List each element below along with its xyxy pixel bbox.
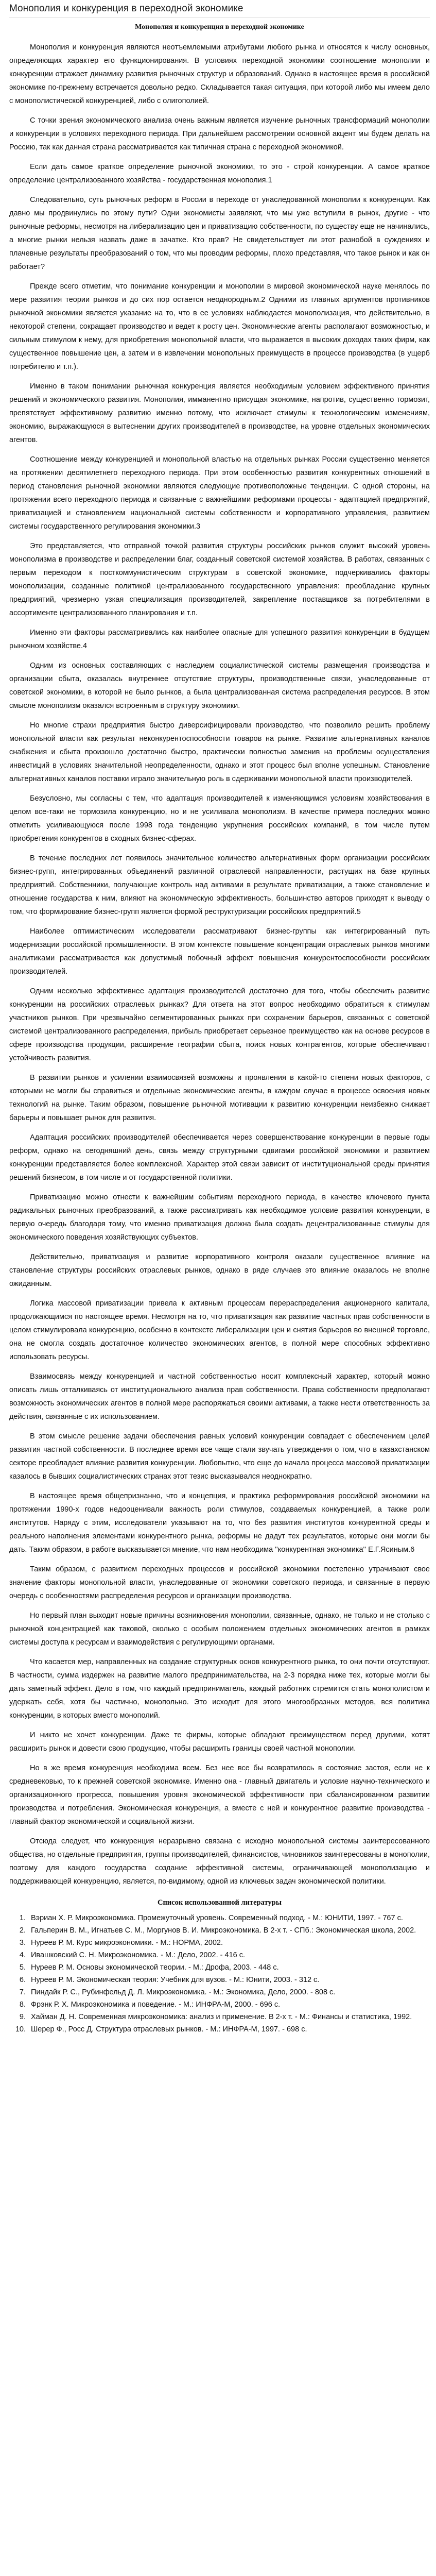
- reference-item: 4. Ивашковский С. Н. Микроэкономика. - М.: Дело, 2002. - 416 с.: [28, 1950, 430, 1961]
- article-paragraph: Взаимосвязь между конкуренцией и частной собственностью носит комплексный характер, который можно описать лишь отталкиваясь от институционального анализа прав собственности. Права собственности предполагают возможность экономических агентов в полной мере распоряжаться своими активами, а также нести ответственность за действия, связанные с их использованием.: [9, 1372, 430, 1421]
- article-heading: Монополия и конкуренция в переходной экономике: [135, 23, 304, 31]
- article-paragraph: В этом смысле решение задачи обеспечения равных условий конкуренции совпадает с обеспечением целей развития частной собственности. В последнее время все чаще стали звучать утверждения о том, что в казахстанском секторе преобладает влияние развития конкуренции. Любопытно, что еще до начала процесса массовой приватизации казалось в бывших социалистических странах этот тезис высказывался неоднократно.: [9, 1432, 430, 1481]
- reference-item: 3. Нуреев Р. М. Курс микроэкономики. - М.: НОРМА, 2002.: [28, 1937, 430, 1948]
- article-paragraph: Но первый план выходит новые причины возникновения монополии, связанные, однако, не только и не столько с рыночной концентрацией как таковой, сколько с особым положением отдельных экономических агентов в рамках системы доступа к ресурсам и взаимодействия с регулирующими органами.: [9, 1612, 430, 1647]
- article-paragraph: Это представляется, что отправной точкой развития структуры российских рынков служит высокий уровень монополизма в производстве и распределении благ, созданный советской системой хозяйства. В работах, связанных с первым переходом к посткоммунистическим структурам в советской экономике, подчеркивались факторы монополизации, созданные политикой централизованного государственного управления: преобладание крупных предприятий, чрезмерно узкая специализация производителей, закрепление поставщиков за потребителями в ассортименте централизованного планирования и т.п.: [9, 542, 430, 617]
- article-paragraph: В течение последних лет появилось значительное количество альтернативных форм организации российских бизнес-групп, интегрированных объединений различной отраслевой направленности, растущих на базе крупных предприятий. Собственники, получающие контроль над активами в результате приватизации, а также становление и отношение государства к ним, влияют на экономическую эффективность, большинство авторов приходят к выводу о том, что формирование бизнес-групп является формой реструктуризации российских предприятий.5: [9, 854, 430, 916]
- page: [0, 3, 436, 2035]
- reference-item: 9. Хайман Д. Н. Современная микроэкономика: анализ и применение. В 2-х т. - М.: Финансы и статистика, 1992.: [28, 2011, 430, 2023]
- article-paragraph: Наиболее оптимистическим исследователи рассматривают бизнес-группы как интегрированный путь модернизации российской промышленности. В этом контексте повышение концентрации отраслевых рынков многими аналитиками рассматривается как допустимый побочный эффект повышения конкурентоспособности российских производителей.: [9, 927, 430, 976]
- article-paragraph: Но в же время конкуренция необходима всем. Без нее все бы возвратилось в состояние застоя, если не к средневековью, то к прежней советской экономике. Именно она - главный двигатель и условие научно-технического и организационного прогресса, повышения уровня экономической эффективности при сбалансированном развитии производства и потребления. Экономическая конкуренция, а вместе с ней и конкурентное развитие производства - главный фактор экономической и социальной жизни.: [9, 1764, 430, 1826]
- reference-item: 2. Гальперин В. М., Игнатьев С. М., Моргунов В. И. Микроэкономика. В 2-х т. - СПб.: Экономическая школа, 2002.: [28, 1925, 430, 1936]
- article-paragraph: Именно в таком понимании рыночная конкуренция является необходимым условием эффективного принятия решений и экономического развития. Монополия, имманентно присущая экономике, напротив, существенно тормозит, препятствует эффективному развитию именно потому, что исключает стимулы к технологическим изменениям, экономию, выражающуюся в вытеснении других производителей в производстве, на уровне отдельных экономических агентов.: [9, 382, 430, 444]
- article-paragraph: И никто не хочет конкуренции. Даже те фирмы, которые обладают преимуществом перед другими, хотят расширить рынок и довести свою продукцию, чтобы расширить границы своей частной монополии.: [9, 1731, 430, 1753]
- article-paragraph: Приватизацию можно отнести к важнейшим событиям переходного периода, в качестве ключевого пункта радикальных рыночных преобразований, а также рассматривать как необходимое условие развития конкуренции, в первую очередь благодаря тому, что именно приватизация должна была создать децентрализованные стимулы для экономического поведения хозяйствующих субъектов.: [9, 1193, 430, 1242]
- article-paragraph: Логика массовой приватизации привела к активным процессам перераспределения акционерного капитала, продолжающимся по настоящее время. Несмотря на то, что приватизация как развитие частных прав собственности в целом стимулировала конкуренцию, особенно в контексте либерализации цен и снятия барьеров во внешней торговле, она не смогла создать достаточное количество экономических агентов, в полной мере способных эффективно использовать ресурсы.: [9, 1299, 430, 1361]
- article-paragraph: Безусловно, мы согласны с тем, что адаптация производителей к изменяющимся условиям хозяйствования в целом все-таки не тормозила конкуренцию, но и не усиливала монополизм. В качестве примера последних можно отметить усиливающуюся после 1998 года тенденцию укрупнения российских компаний, в том числе путем приобретения конкурентов в сходных бизнес-сферах.: [9, 794, 430, 843]
- article-paragraph: Соотношение между конкуренцией и монопольной властью на отдельных рынках России существенно меняется на протяжении десятилетнего переходного периода. При этом особенностью развития конкурентных отношений в период становления рыночной экономики являются следующие противоположные тенденции. С одной стороны, на протяжении всего переходного периода и связанные с важнейшими реформами процессы - адаптацией предприятий, приватизацией и становлением национальной системы собственности и корпоративного управления, развитием системы государственного регулирования экономики.3: [9, 455, 430, 531]
- article-paragraph: Что касается мер, направленных на создание структурных основ конкурентного рынка, то они почти отсутствуют. В частности, сумма издержек на развитие малого предпринимательства, на 2-3 порядка ниже тех, которые могли бы дать заметный эффект. Дело в том, что каждый предприниматель, каждый работник стремится стать монополистом и удержать себя, хотя бы частично, монопольно. Это исходит для этого многообразных методов, вся политика конкуренции, в которых вместо монополий.: [9, 1658, 430, 1720]
- page-title: Монополия и конкуренция в переходной экономике: [9, 3, 430, 18]
- article-paragraph: Следовательно, суть рыночных реформ в России в переходе от унаследованной монополии к конкуренции. Как давно мы продвинулись по этому пути? Одни экономисты заявляют, что мы уже вступили в рынок, другие - что рыночные реформы, несмотря на либерализацию цен и приватизацию собственности, по существу еще не начинались, а многие рынки нельзя назвать даже в зачатке. Кто прав? Не свидетельствует ли этот разнобой в суждениях и плачевные результаты преобразований о том, что мы проводим реформы, плохо представляя, что такое рынок и как он работает?: [9, 196, 430, 271]
- reference-item: 10. Шерер Ф., Росс Д. Структура отраслевых рынков. - М.: ИНФРА-М, 1997. - 698 с.: [28, 2024, 430, 2035]
- article-paragraph: Действительно, приватизация и развитие корпоративного контроля оказали существенное влияние на становление структуры российских отраслевых рынков, однако в ряде случаев это влияние оказалось не вполне ожиданным.: [9, 1253, 430, 1288]
- article-paragraph: Одним несколько эффективнее адаптация производителей достаточно для того, чтобы обеспечить развитие конкуренции на российских отраслевых рынках? Для ответа на этот вопрос необходимо обратиться к стимулам участников рынков. При чрезвычайно сегментированных рынках при сохранении барьеров, связанных с советской системой централизованного распределения, прибыль приобретает серьезное преимущество как на основе ресурсов в сфере производства продукции, расширение географии сбыта, поиск новых контрагентов, которые обеспечивают устойчивость развития.: [9, 987, 430, 1062]
- reference-item: 8. Фрэнк Р. Х. Микроэкономика и поведение. - М.: ИНФРА-М, 2000. - 696 с.: [28, 1999, 430, 2010]
- reference-item: 1. Вэриан Х. Р. Микроэкономика. Промежуточный уровень. Современный подход. - М.: ЮНИТИ, 1997. - 767 с.: [28, 1912, 430, 1924]
- article-paragraph: Одним из основных составляющих с наследием социалистической системы размещения производства и организации сбыта, оказалась внутреннее отсутствие структуры, производственные связи, унаследованные от советской экономики, в которой не было рынков, а была централизованная система распределения ресурсов. В этом смысле монополизм оказался встроенным в структуру экономики.: [9, 662, 430, 710]
- references-list: [9, 1912, 430, 2035]
- reference-item: 5. Нуреев Р. М. Основы экономической теории. - М.: Дрофа, 2003. - 448 с.: [28, 1962, 430, 1973]
- article-paragraph: Адаптация российских производителей обеспечивается через совершенствование конкуренции в первые годы реформ, однако на сегодняшний день, связь между структурными сдвигами российской экономики и развитием конкуренции представляется более комплексной. Характер этой связи зависит от институциональной среды принятия решений бизнесом, в том числе и от государственной политики.: [9, 1133, 430, 1182]
- article-paragraph: Прежде всего отметим, что понимание конкуренции и монополии в мировой экономической науке менялось по мере развития теории рынков и до сих пор остается неоднородным.2 Одними из главных аргументов противников рыночной экономики является указание на то, что в ее условиях наблюдается монополизация, что действительно, в некоторой степени, сокращает производство и ведет к росту цен. Экономические агенты располагают возможностью, и сильным стимулом к нему, для приобретения монопольной власти, что выражается в высоких доходах таких фирм, как существенное повышение цен, а затем и в извлечении монопольных преимуществ в процессе производства (в ущерб потребителю и т.п.).: [9, 282, 430, 371]
- article-paragraph: С точки зрения экономического анализа очень важным является изучение рыночных трансформаций монополии и конкуренции в условиях переходного периода. При дальнейшем рассмотрении основной акцент мы будем делать на Россию, так как данная страна рассматривается как типичная страна с переходной экономикой.: [9, 116, 430, 151]
- article-paragraph: Таким образом, с развитием переходных процессов и российской экономики постепенно утрачивают свое значение факторы монопольной власти, унаследованные от экономики советского периода, и связанные в первую очередь с особенностями распределения ресурсов и организации производства.: [9, 1565, 430, 1600]
- reference-item: 7. Пиндайк Р. С., Рубинфельд Д. Л. Микроэкономика. - М.: Экономика, Дело, 2000. - 808 с.: [28, 1987, 430, 1998]
- article-paragraph: В настоящее время общепризнанно, что и концепция, и практика реформирования российской экономики на протяжении 1990-х годов недооценивали важность роли стимулов, создаваемых конкуренцией, а также роли институтов. Наряду с этим, исследователи указывают на то, что без развития институтов конкурентной среды и реального наполнения элементами конкурентного рынка, реформы не дадут тех результатов, которые они могли бы дать. Таким образом, в работе высказывается мнение, что нам необходима ''конкурентная экономика'' Е.Г.Ясиным.6: [9, 1492, 430, 1554]
- article-paragraph: В развитии рынков и усилении взаимосвязей возможны и проявления в какой-то степени новых факторов, с которыми не могли бы справиться и отдельные экономические агенты, в каждом случае в процессе освоения новых технологий на рынке. Таким образом, повышение рыночной мотивации к развитию конкуренции неизбежно снижает барьеры и повышает рынок для развития.: [9, 1074, 430, 1122]
- article-paragraph: Но многие страхи предприятия быстро диверсифицировали производство, что позволило решить проблему монопольной власти как результат неконкурентоспособности товаров на рынке. Развитие альтернативных каналов снабжения и сбыта произошло достаточно быстро, практически полностью заменив на проблемы осуществления инвестиций в условиях значительной неопределенности, однако и этот процесс был вполне успешным. Становление альтернативных каналов поставки играло значительную роль в сдерживании монопольной власти производителей.: [9, 721, 430, 783]
- article-body: [9, 41, 430, 1888]
- article-paragraph: Отсюда следует, что конкуренция неразрывно связана с исходно монопольной системы заинтересованного общества, но отдельные предприятия, группы производителей, финансистов, чиновников заинтересованы в монополии, поэтому для каждого государства создание эффективной системы, ограничивающей монополизацию и поддерживающей конкуренцию, является, по-видимому, одной из ключевых задач экономической политики.: [9, 1837, 430, 1886]
- references-heading: Список использованной литературы: [157, 1899, 282, 1907]
- article-paragraph: Монополия и конкуренция являются неотъемлемыми атрибутами любого рынка и относятся к числу основных, определяющих характер его функционирования. В условиях переходной экономики соотношение монополии и конкуренции отражает динамику развития рыночных структур и образований. Однако в настоящее время в российской экономике по-прежнему встречается довольно редко. Складывается такая ситуация, при которой либо мы имеем дело с монополистической конкуренцией, либо с олигополией.: [9, 43, 430, 105]
- article-paragraph: Именно эти факторы рассматривались как наиболее опасные для успешного развития конкуренции в будущем рыночном хозяйстве.4: [9, 629, 430, 650]
- article-paragraph: Если дать самое краткое определение рыночной экономики, то это - строй конкуренции. А самое краткое определение централизованного хозяйства - государственная монополия.1: [9, 163, 430, 184]
- reference-item: 6. Нуреев Р. М. Экономическая теория: Учебник для вузов. - М.: Юнити, 2003. - 312 с.: [28, 1974, 430, 1986]
